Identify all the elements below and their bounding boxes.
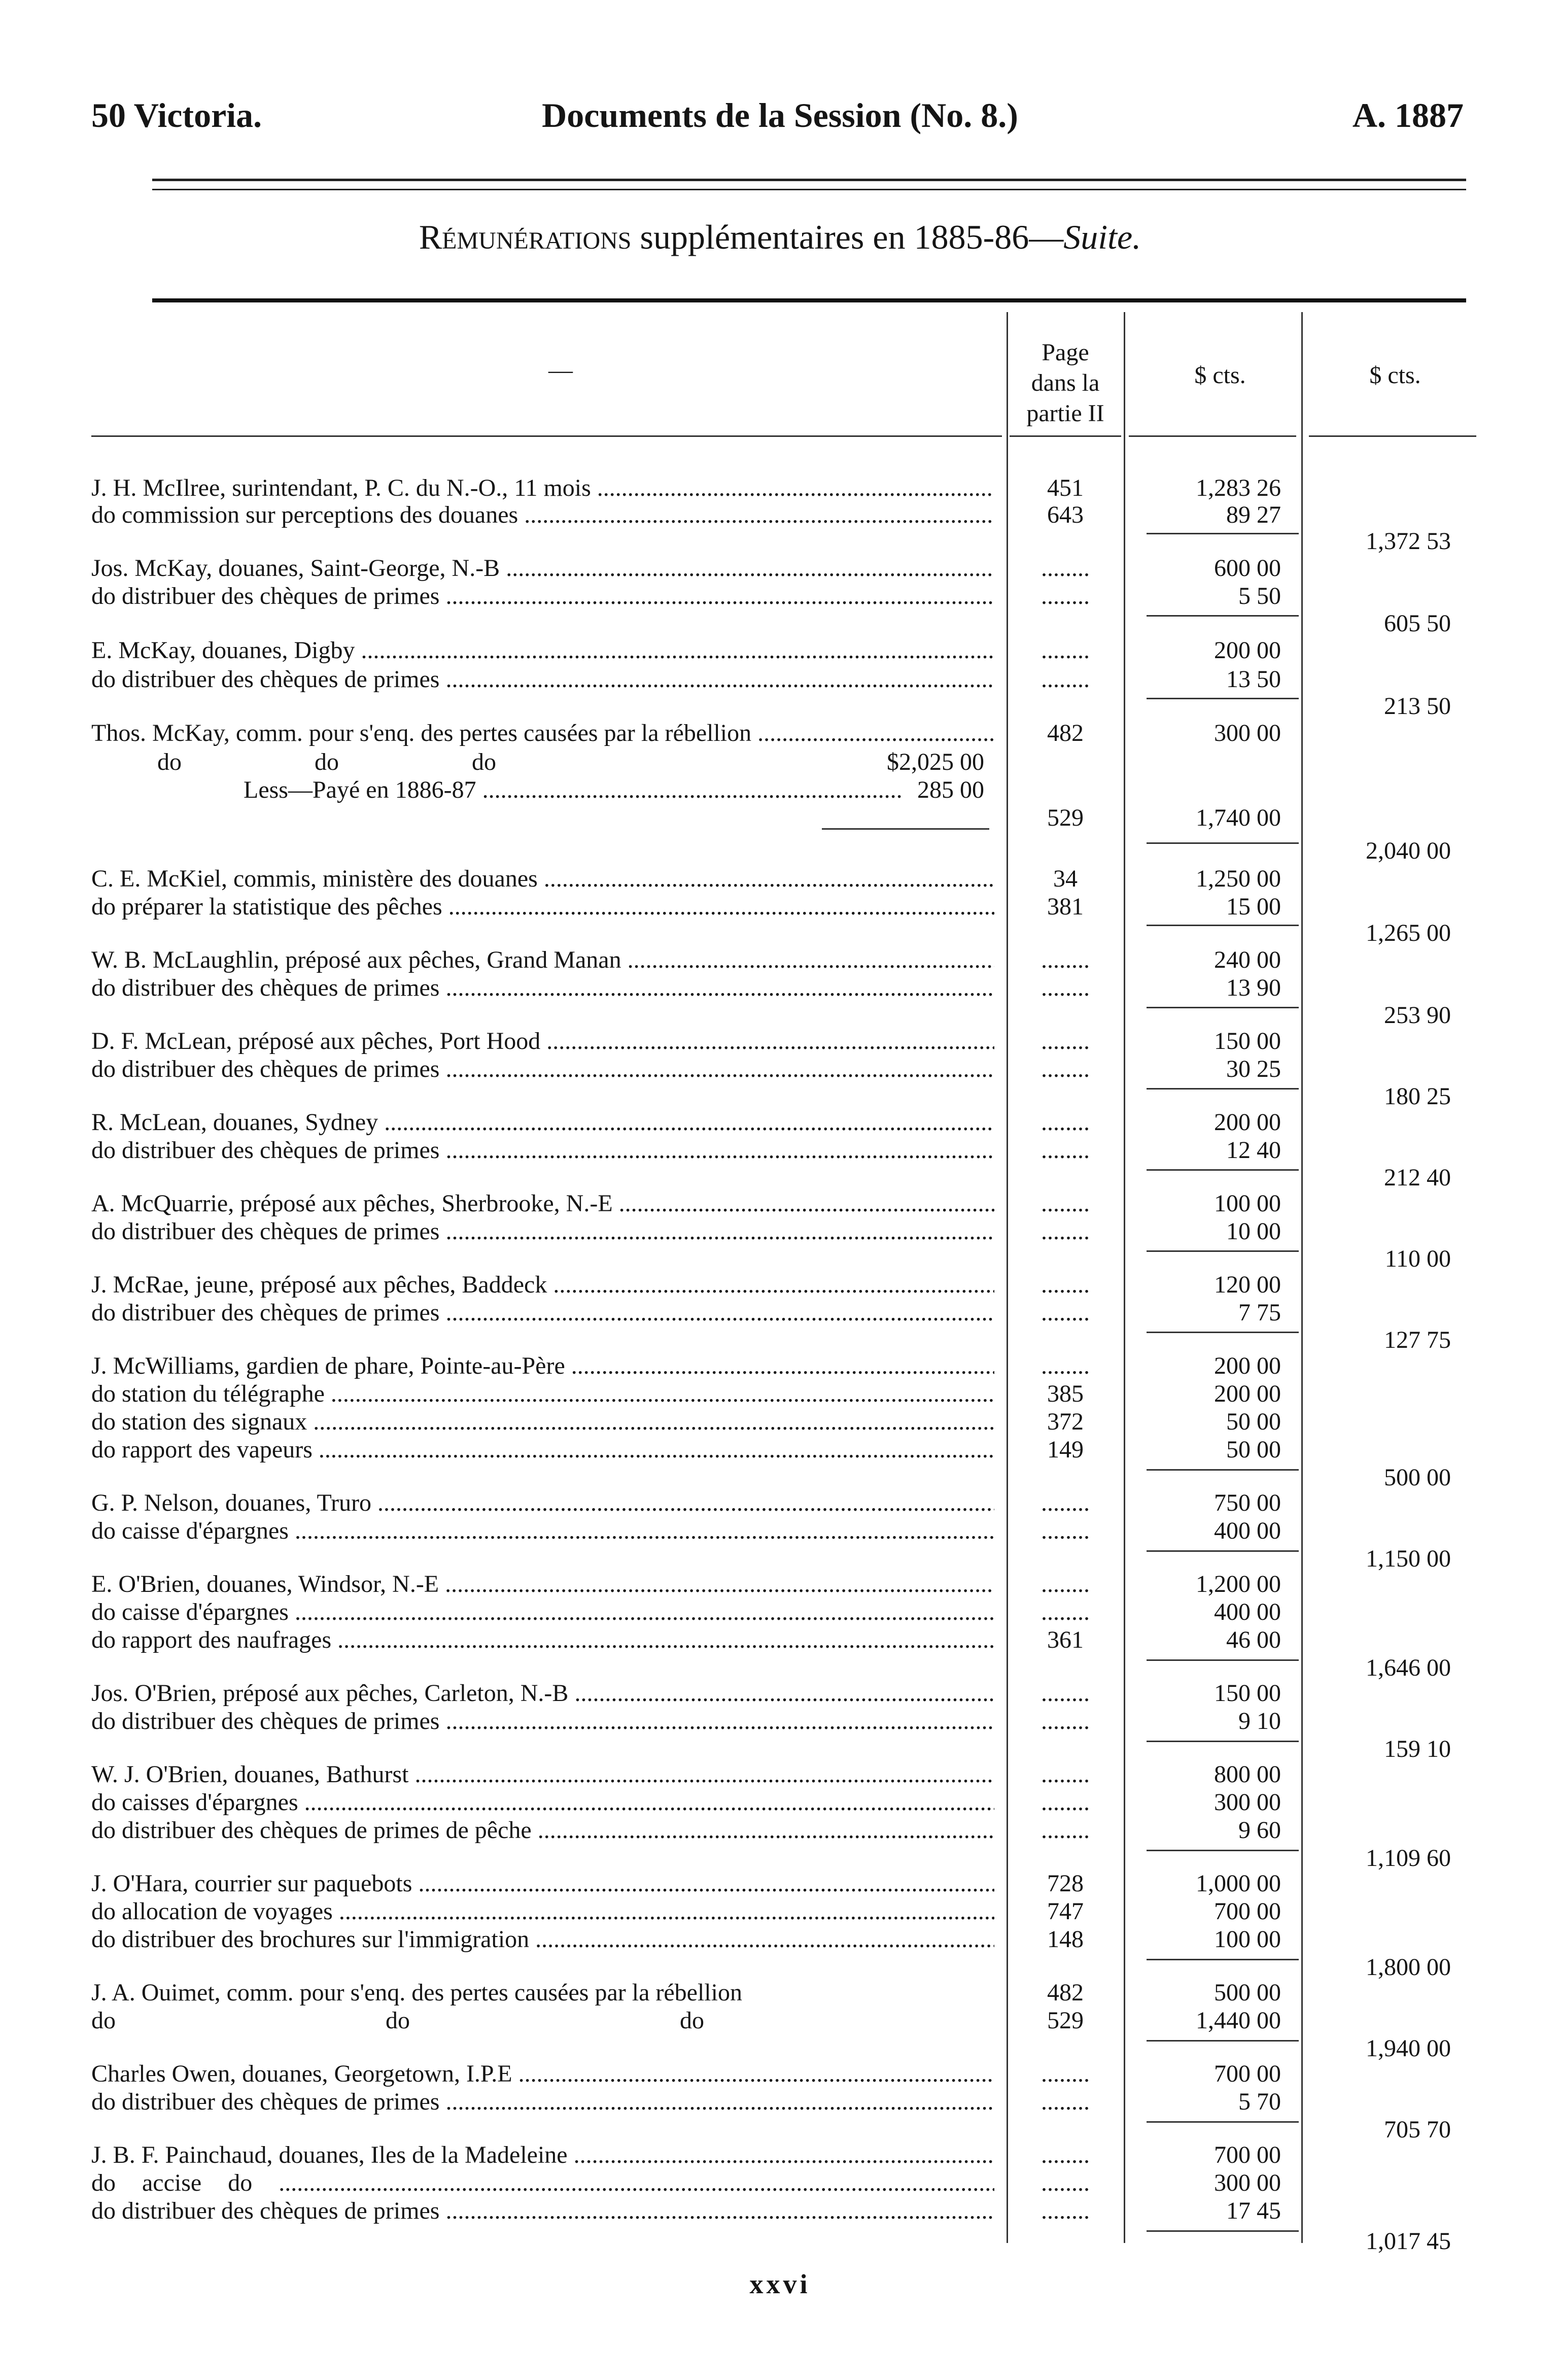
row-label: J. H. McIlree, surintendant, P. C. du N.-O., 11 mois ..... — [91, 474, 994, 502]
row-label: do distribuer des chèques de primes ..... — [91, 2197, 994, 2225]
col-page-line3: partie II — [1026, 400, 1104, 427]
row-amount: 1,000 00 — [1196, 1870, 1281, 1897]
table-row — [0, 1571, 1560, 1598]
subtotal-rule — [1147, 533, 1299, 534]
row-label: do distribuer des chèques de primes de pêche ..... — [91, 1817, 994, 1844]
row-amount: 89 27 — [1226, 501, 1281, 528]
title-rule — [152, 298, 1466, 302]
row-page: 643 — [1047, 501, 1084, 528]
group-total: 1,109 60 — [1366, 1845, 1451, 1872]
subtotal-rule — [1147, 1088, 1299, 1090]
row-page: ........ — [1041, 1789, 1090, 1816]
row-label: do rapport des naufrages ..... — [91, 1626, 994, 1654]
row-label: W. B. McLaughlin, préposé aux pêches, Grand Manan ..... — [91, 946, 994, 974]
table-row — [0, 1056, 1560, 1083]
row-label: do caisses d'épargnes ..... — [91, 1789, 994, 1816]
table-row — [0, 1436, 1560, 1464]
group-total: 110 00 — [1384, 1245, 1451, 1272]
row-page: ........ — [1041, 1218, 1090, 1245]
table-row — [0, 865, 1560, 893]
row-label: J. B. F. Painchaud, douanes, Iles de la Madeleine ..... — [91, 2141, 994, 2169]
row-label: do distribuer des chèques de primes ..... — [91, 1137, 994, 1164]
row-amount: 9 10 — [1238, 1708, 1281, 1735]
head-rule-desc — [91, 435, 1002, 437]
table-row — [0, 2169, 1560, 2197]
row-amount: 200 00 — [1214, 1380, 1281, 1407]
row-amount: 400 00 — [1214, 1517, 1281, 1544]
row-page: ........ — [1041, 2197, 1090, 2224]
row-label: do distribuer des brochures sur l'immigration ..... — [91, 1926, 994, 1953]
row-page: 482 — [1047, 1979, 1084, 2006]
row-page: ........ — [1041, 1708, 1090, 1735]
row-amount: 17 45 — [1226, 2197, 1281, 2224]
row-page: 34 — [1053, 865, 1078, 892]
table-row — [0, 1926, 1560, 1953]
row-amount: 150 00 — [1214, 1680, 1281, 1707]
row-label: do station des signaux ..... — [91, 1408, 994, 1436]
row-page: 372 — [1047, 1408, 1084, 1435]
title-rest: supplémentaires en 1885-86— — [631, 218, 1064, 256]
table-row — [0, 749, 1560, 776]
row-amount: 10 00 — [1226, 1218, 1281, 1245]
row-amount: 500 00 — [1214, 1979, 1281, 2006]
row-amount: 30 25 — [1226, 1056, 1281, 1082]
row-page: 529 — [1047, 2007, 1084, 2034]
table-row — [0, 1489, 1560, 1517]
row-page: ........ — [1041, 1299, 1090, 1326]
row-amount: 1,283 26 — [1196, 474, 1281, 501]
row-label: do accise do ..... — [91, 2169, 994, 2197]
table-row — [0, 474, 1560, 502]
table-row — [0, 804, 1560, 832]
subtotal-rule — [1147, 1332, 1299, 1333]
row-page: 728 — [1047, 1870, 1084, 1897]
table-row — [0, 893, 1560, 921]
row-page: ........ — [1041, 1817, 1090, 1844]
head-rule-amount — [1129, 435, 1296, 437]
row-page: ........ — [1041, 1028, 1090, 1055]
row-label: do commission sur perceptions des douanes ..... — [91, 501, 994, 529]
table-row — [0, 1626, 1560, 1654]
row-label: do distribuer des chèques de primes ..... — [91, 1218, 994, 1245]
row-page: ........ — [1041, 974, 1090, 1001]
subtotal-rule — [1147, 2040, 1299, 2042]
table-row — [0, 1870, 1560, 1897]
subtotal-rule — [1147, 1007, 1299, 1008]
group-total: 1,800 00 — [1366, 1954, 1451, 1981]
row-label: do distribuer des chèques de primes ..... — [91, 1056, 994, 1083]
row-page: ........ — [1041, 1190, 1090, 1217]
row-label: do do do — [91, 2007, 704, 2034]
row-page: ........ — [1041, 2060, 1090, 2087]
row-label: E. O'Brien, douanes, Windsor, N.-E ..... — [91, 1571, 994, 1598]
row-amount: 5 70 — [1238, 2088, 1281, 2115]
subtotal-rule — [1147, 1169, 1299, 1171]
title-caps: Rémunérations — [419, 218, 632, 256]
row-label: E. McKay, douanes, Digby ..... — [91, 637, 994, 664]
row-label: J. A. Ouimet, comm. pour s'enq. des pertes causées par la rébellion — [91, 1979, 742, 2006]
row-label: C. E. McKiel, commis, ministère des douanes ..... — [91, 865, 994, 893]
row-page: ........ — [1041, 1571, 1090, 1597]
row-page: ........ — [1041, 555, 1090, 582]
table-row — [0, 1517, 1560, 1545]
table-row — [0, 1817, 1560, 1844]
row-amount: 100 00 — [1214, 1190, 1281, 1217]
table-row — [0, 1109, 1560, 1136]
col-page-line1: Page — [1042, 339, 1089, 366]
table-row — [0, 637, 1560, 664]
row-label: do allocation de voyages ..... — [91, 1898, 994, 1925]
row-page: ........ — [1041, 1137, 1090, 1164]
row-subamount: $2,025 00 — [887, 749, 984, 775]
subtotal-rule — [1147, 1469, 1299, 1471]
head-rule-total — [1309, 435, 1476, 437]
row-label: Jos. O'Brien, préposé aux pêches, Carleton, N.-B ..... — [91, 1680, 994, 1707]
table-row — [0, 1380, 1560, 1408]
row-label: do distribuer des chèques de primes ..... — [91, 666, 994, 693]
header-rule-top — [152, 179, 1466, 181]
group-total: 159 10 — [1384, 1736, 1451, 1762]
row-amount: 5 50 — [1238, 583, 1281, 609]
group-total: 212 40 — [1384, 1164, 1451, 1191]
row-amount: 300 00 — [1214, 720, 1281, 746]
row-amount: 1,250 00 — [1196, 865, 1281, 892]
table-row — [0, 1352, 1560, 1380]
row-page: 451 — [1047, 474, 1084, 501]
row-page: ........ — [1041, 1761, 1090, 1788]
row-label: do do do — [157, 749, 496, 775]
row-label: J. McWilliams, gardien de phare, Pointe-au-Père ..... — [91, 1352, 994, 1380]
group-total: 1,265 00 — [1366, 920, 1451, 946]
table-row — [0, 776, 1560, 804]
group-total: 2,040 00 — [1366, 837, 1451, 864]
table-row — [0, 1789, 1560, 1816]
row-amount: 700 00 — [1214, 2060, 1281, 2087]
row-label: do préparer la statistique des pêches ..... — [91, 893, 994, 921]
table-row — [0, 1761, 1560, 1788]
row-amount: 800 00 — [1214, 1761, 1281, 1788]
group-total: 500 00 — [1384, 1464, 1451, 1491]
row-amount: 750 00 — [1214, 1489, 1281, 1516]
row-label: Jos. McKay, douanes, Saint-George, N.-B ..... — [91, 555, 994, 582]
group-total: 1,150 00 — [1366, 1545, 1451, 1572]
row-label: D. F. McLean, préposé aux pêches, Port Hood ..... — [91, 1028, 994, 1055]
row-page: 361 — [1047, 1626, 1084, 1653]
table-row — [0, 1408, 1560, 1436]
row-amount: 100 00 — [1214, 1926, 1281, 1953]
subtotal-rule — [1147, 2230, 1299, 2232]
table-row — [0, 583, 1560, 610]
table-row — [0, 1898, 1560, 1925]
row-amount: 240 00 — [1214, 946, 1281, 973]
row-page: ........ — [1041, 2169, 1090, 2196]
table-row — [0, 1271, 1560, 1299]
row-page: ........ — [1041, 1056, 1090, 1082]
table-row — [0, 2060, 1560, 2088]
group-total: 253 90 — [1384, 1002, 1451, 1029]
row-amount: 7 75 — [1238, 1299, 1281, 1326]
row-amount: 50 00 — [1226, 1408, 1281, 1435]
subtotal-rule — [1147, 1550, 1299, 1552]
group-total: 1,646 00 — [1366, 1654, 1451, 1681]
row-label: do caisse d'épargnes ..... — [91, 1599, 994, 1626]
group-total: 1,372 53 — [1366, 528, 1451, 555]
row-page: ........ — [1041, 2141, 1090, 2168]
row-label: A. McQuarrie, préposé aux pêches, Sherbrooke, N.-E ..... — [91, 1190, 994, 1217]
row-page: ........ — [1041, 1489, 1090, 1516]
table-row — [0, 501, 1560, 529]
row-label: do rapport des vapeurs ..... — [91, 1436, 994, 1464]
row-page: ........ — [1041, 583, 1090, 609]
row-page: ........ — [1041, 1599, 1090, 1625]
page-number: xxvi — [749, 2269, 811, 2299]
subtotal-rule — [1147, 2121, 1299, 2123]
row-label: do distribuer des chèques de primes ..... — [91, 974, 994, 1002]
group-total: 127 75 — [1384, 1327, 1451, 1353]
table-row — [0, 1708, 1560, 1735]
row-label: do caisse d'épargnes ..... — [91, 1517, 994, 1545]
group-total: 213 50 — [1384, 693, 1451, 720]
row-amount: 12 40 — [1226, 1137, 1281, 1164]
row-amount: 300 00 — [1214, 1789, 1281, 1816]
row-label: R. McLean, douanes, Sydney ..... — [91, 1109, 994, 1136]
subtotal-rule — [1147, 615, 1299, 617]
row-amount: 120 00 — [1214, 1271, 1281, 1298]
row-label: Less—Payé en 1886-87 ..... — [91, 776, 903, 804]
col-amount-head: $ cts. — [1194, 362, 1246, 389]
row-page: ........ — [1041, 946, 1090, 973]
col-page-line2: dans la — [1031, 369, 1100, 396]
row-amount: 200 00 — [1214, 637, 1281, 664]
header-title: Documents de la Session (No. 8.) — [542, 96, 1018, 134]
row-label: do distribuer des chèques de primes ..... — [91, 583, 994, 610]
subtotal-rule — [1147, 1659, 1299, 1661]
row-amount: 13 90 — [1226, 974, 1281, 1001]
row-amount: 150 00 — [1214, 1028, 1281, 1055]
row-amount: 50 00 — [1226, 1436, 1281, 1463]
table-row — [0, 946, 1560, 974]
row-page: ........ — [1041, 1352, 1090, 1379]
section-title — [0, 217, 1560, 257]
col-total-head: $ cts. — [1369, 362, 1421, 389]
row-page: 149 — [1047, 1436, 1084, 1463]
row-label: J. McRae, jeune, préposé aux pêches, Baddeck ..... — [91, 1271, 994, 1299]
row-page: 747 — [1047, 1898, 1084, 1925]
row-amount: 1,440 00 — [1196, 2007, 1281, 2034]
title-suite: Suite. — [1063, 218, 1141, 256]
table-row — [0, 1599, 1560, 1626]
group-total: 1,940 00 — [1366, 2035, 1451, 2062]
table-row — [0, 555, 1560, 582]
table-row — [0, 1979, 1560, 2007]
table-row — [0, 2088, 1560, 2116]
table-row — [0, 666, 1560, 693]
row-page: ........ — [1041, 1109, 1090, 1136]
row-page: ........ — [1041, 1680, 1090, 1707]
row-page: ........ — [1041, 1517, 1090, 1544]
head-rule-page — [1010, 435, 1121, 437]
table-row — [0, 2141, 1560, 2169]
header-volume: 50 Victoria. — [91, 96, 262, 134]
row-label: do distribuer des chèques de primes ..... — [91, 1708, 994, 1735]
header-rule-bottom — [152, 189, 1466, 190]
subtotal-rule — [1147, 925, 1299, 926]
subtotal-rule — [1147, 842, 1299, 844]
table-row — [0, 1218, 1560, 1245]
row-page: 529 — [1047, 804, 1084, 831]
row-page: 148 — [1047, 1926, 1084, 1953]
subtotal-rule — [1147, 1250, 1299, 1252]
row-label: Thos. McKay, comm. pour s'enq. des pertes causées par la rébellion ..... — [91, 720, 994, 747]
subtotal-rule — [1147, 1850, 1299, 1851]
row-amount: 600 00 — [1214, 555, 1281, 582]
row-label: do distribuer des chèques de primes ..... — [91, 1299, 994, 1327]
row-label: W. J. O'Brien, douanes, Bathurst ..... — [91, 1761, 994, 1788]
row-page: 385 — [1047, 1380, 1084, 1407]
table-row — [0, 1137, 1560, 1164]
row-page: ........ — [1041, 637, 1090, 664]
group-total: 1,017 45 — [1366, 2228, 1451, 2255]
row-label: Charles Owen, douanes, Georgetown, I.P.E ..... — [91, 2060, 994, 2088]
row-amount: 200 00 — [1214, 1109, 1281, 1136]
table-row — [0, 2197, 1560, 2225]
row-amount: 700 00 — [1214, 2141, 1281, 2168]
table-row — [0, 1028, 1560, 1055]
col-page-head — [1010, 337, 1121, 429]
row-page: ........ — [1041, 2088, 1090, 2115]
row-label: J. O'Hara, courrier sur paquebots ..... — [91, 1870, 994, 1897]
col-description-head: — — [548, 357, 573, 384]
subtotal-rule — [1147, 1741, 1299, 1742]
row-amount: 13 50 — [1226, 666, 1281, 693]
row-page: 381 — [1047, 893, 1084, 920]
group-total: 180 25 — [1384, 1083, 1451, 1110]
row-subamount: 285 00 — [917, 776, 984, 803]
row-amount: 15 00 — [1226, 893, 1281, 920]
row-amount: 300 00 — [1214, 2169, 1281, 2196]
table-row — [0, 2007, 1560, 2034]
row-amount: 700 00 — [1214, 1898, 1281, 1925]
row-label: do distribuer des chèques de primes ..... — [91, 2088, 994, 2116]
row-amount: 46 00 — [1226, 1626, 1281, 1653]
table-row — [0, 1299, 1560, 1327]
header-year: A. 1887 — [1352, 96, 1464, 134]
row-page: ........ — [1041, 666, 1090, 693]
row-amount: 1,740 00 — [1196, 804, 1281, 831]
row-amount: 400 00 — [1214, 1599, 1281, 1625]
row-amount: 9 60 — [1238, 1817, 1281, 1844]
subtotal-rule — [1147, 698, 1299, 699]
row-page: 482 — [1047, 720, 1084, 746]
table-row — [0, 720, 1560, 747]
row-amount: 200 00 — [1214, 1352, 1281, 1379]
table-row — [0, 974, 1560, 1002]
group-total: 605 50 — [1384, 610, 1451, 637]
row-page: ........ — [1041, 1271, 1090, 1298]
row-label: do station du télégraphe ..... — [91, 1380, 994, 1408]
subtotal-rule — [1147, 1959, 1299, 1960]
row-label: G. P. Nelson, douanes, Truro ..... — [91, 1489, 994, 1517]
group-total: 705 70 — [1384, 2116, 1451, 2143]
row-amount: 1,200 00 — [1196, 1571, 1281, 1597]
table-row — [0, 1190, 1560, 1217]
table-row — [0, 1680, 1560, 1707]
